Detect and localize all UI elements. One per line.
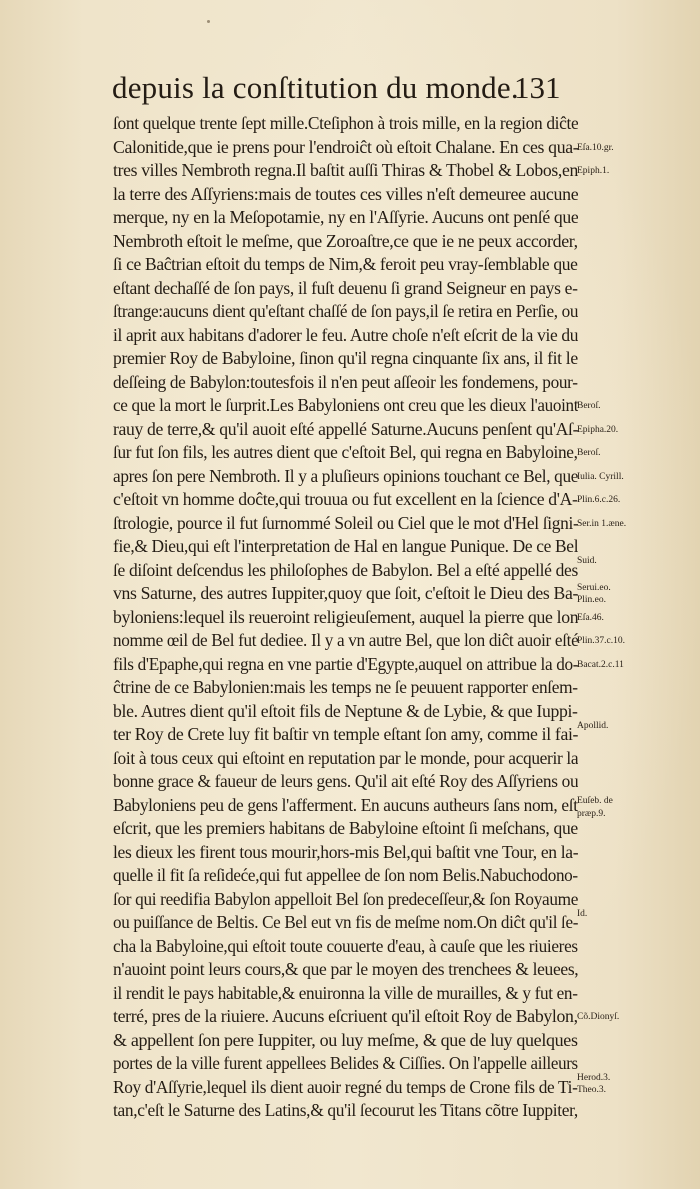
text-line: fils d'Epaphe,qui regna en vne partie d'Egypte,auquel on attribue la do- xyxy=(113,653,578,674)
text-line: merque, ny en la Meſopotamie, ny en l'Aſſyrie. Aucuns ont penſé que xyxy=(113,207,578,227)
margin-note: Theo.3. xyxy=(577,1084,607,1095)
text-line: apres ſon pere Nembroth. Il y a pluſieurs opinions touchant ce Bel, que xyxy=(113,465,578,486)
margin-note: Iulia. Cyrill. xyxy=(577,471,624,482)
margin-note: Epipha.20. xyxy=(577,424,619,435)
margin-note: Ser.in 1.æne. xyxy=(577,518,627,529)
text-line: Babyloniens peu de gens l'afferment. En aucuns autheurs ſans nom, eſt xyxy=(113,794,578,815)
text-line: il aprit aux habitans d'adorer le feu. Autre choſe n'eſt eſcrit de la vie du xyxy=(113,324,578,345)
margin-note: Plin.6.c.26. xyxy=(577,495,621,505)
text-line: portes de la ville furent appellees Belides & Ciſſies. On l'appelle ailleurs xyxy=(113,1053,578,1073)
text-line: terré, pres de la riuiere. Aucuns eſcriuent qu'il eſtoit Roy de Babylon, xyxy=(113,1006,578,1026)
margin-note: Euſeb. de xyxy=(577,795,613,806)
text-line: ſe diſoint deſcendus les philoſophes de Babylon. Bel a eſté appellé des xyxy=(113,559,578,580)
text-line: nomme œil de Bel fut dediee. Il y a vn autre Bel, que lon diĉt auoir eſté xyxy=(113,630,578,650)
text-line: bonne grace & faueur de leurs gens. Qu'il ait eſté Roy des Aſſyriens ou xyxy=(113,771,579,791)
text-line: vns Saturne, des autres Iuppiter,quoy que ſoit, c'eſtoit le Dieu des Ba- xyxy=(113,583,578,603)
text-line: ou puiſſance de Beltis. Ce Bel eut vn fis de meſme nom.On diĉt qu'il ſe- xyxy=(113,912,578,932)
text-line: il rendit le pays habitable,& enuironna la ville de murailles, & y fut en- xyxy=(113,982,578,1003)
text-line: byloniens:lequel ils reueroint religieuſement, auquel la pierre que lon xyxy=(113,606,578,627)
margin-note: Cõ.Dionyſ. xyxy=(577,1012,620,1022)
text-line: ĉtrine de ce Babylonien:mais les temps ne ſe peuuent rapporter enſem- xyxy=(113,677,578,697)
text-line: ſor qui reedifia Babylon appelloit Bel ſon predeceſſeur,& ſon Royaume xyxy=(113,888,578,909)
text-line: quelle il fit ſa reſideće,qui fut appellee de ſon nom Belis.Nabuchodono- xyxy=(113,865,578,885)
body-text-block xyxy=(113,112,578,1123)
paper-speck xyxy=(207,20,210,23)
margin-note: Beroſ. xyxy=(577,401,601,411)
text-line: tres villes Nembroth regna.Il baſtit auſſi Thiras & Thobel & Lobos,en xyxy=(113,160,578,180)
text-line: tan,c'eſt le Saturne des Latins,& qu'il ſecourut les Titans cõtre Iuppiter, xyxy=(113,1100,578,1120)
text-line: rauy de terre,& qu'il auoit eſté appellé Saturne.Aucuns penſent qu'Aſ- xyxy=(113,418,579,439)
text-line: ble. Autres dient qu'il eſtoit fils de Neptune & de Lybie, & que Iuppi- xyxy=(113,700,578,721)
margin-note: Plin.37.c.10. xyxy=(577,636,626,646)
text-line: & appellent ſon pere Iuppiter, ou luy meſme, & que de luy quelques xyxy=(113,1029,578,1050)
text-line: ſi ce Baĉtrian eſtoit du temps de Nim,& feroit peu vray-ſemblable que xyxy=(113,254,578,274)
margin-note: Apollid. xyxy=(577,720,609,731)
text-line: ſoit à tous ceux qui eſtoint en reputation par le monde, pour acquerir la xyxy=(113,747,578,768)
text-line: ce que la mort le ſurprit.Les Babyloniens ont creu que les dieux l'auoint xyxy=(113,395,578,415)
text-line: Nembroth eſtoit le meſme, que Zoroaſtre,ce que ie ne peux accorder, xyxy=(113,230,578,251)
page-number: 131 xyxy=(514,70,561,105)
text-line: ſur fut ſon fils, les autres dient que c'eſtoit Bel, qui regna en Babyloine, xyxy=(113,442,578,462)
text-line: Roy d'Aſſyrie,lequel ils dient auoir regné du temps de Crone fils de Ti- xyxy=(113,1076,578,1097)
text-line: fie,& Dieu,qui eſt l'interpretation de Hal en langue Punique. De ce Bel xyxy=(113,536,578,556)
text-line: deſſeing de Babylon:toutesfois il n'en peut aſſeoir les fondemens, pour- xyxy=(113,371,578,392)
text-line: eſcrit, que les premiers habitans de Babyloine eſtoint ſi meſchans, que xyxy=(113,818,578,838)
text-line: les dieux les firent tous mourir,hors-mis Bel,qui baſtit vne Tour, en la- xyxy=(113,841,579,862)
text-line: ſtrange:aucuns dient qu'eſtant chaſſé de ſon pays,il ſe retira en Perſie, ou xyxy=(113,301,579,321)
margin-note: Id. xyxy=(577,908,588,919)
margin-note: Eſa.46. xyxy=(577,612,604,623)
text-line: ſtrologie, pource il fut ſurnommé Soleil ou Ciel que le mot d'Hel ſigni- xyxy=(113,512,578,533)
text-line: Calonitide,que ie prens pour l'endroiĉt où eſtoit Chalane. En ces qua- xyxy=(113,136,578,157)
text-line: c'eſtoit vn homme doĉte,qui trouua ou fut excellent en la ſcience d'A- xyxy=(113,489,578,509)
text-line: la terre des Aſſyriens:mais de toutes ces villes n'eſt demeuree aucune xyxy=(113,183,579,204)
margin-note: Plin.eo. xyxy=(577,594,607,605)
margin-notes-column xyxy=(577,112,695,1095)
margin-note: præp.9. xyxy=(577,808,606,819)
text-line: premier Roy de Babyloine, ſinon qu'il regna cinquante ſix ans, il fit le xyxy=(113,348,578,368)
margin-note: Suid. xyxy=(577,556,597,567)
margin-note: Epiph.1. xyxy=(577,166,610,176)
text-line: cha la Babyloine,qui eſtoit toute couuerte d'eau, à cauſe que les riuieres xyxy=(113,935,578,956)
running-head xyxy=(112,68,572,112)
margin-note: Beroſ. xyxy=(577,448,601,458)
running-title: depuis la conſtitution du monde. xyxy=(112,70,519,105)
margin-note: Herod.3. xyxy=(577,1073,611,1084)
text-line: ſont quelque trente ſept mille.Cteſiphon à trois mille, en la region diĉte xyxy=(113,113,578,133)
text-line: n'auoint point leurs cours,& que par le moyen des trenchees & leuees, xyxy=(113,959,578,979)
margin-note: Serui.eo. xyxy=(577,583,611,594)
text-line: eſtant dechaſſé de ſon pays, il fuſt deuenu ſi grand Seigneur en pays e- xyxy=(113,277,578,298)
text-line: ter Roy de Crete luy fit baſtir vn temple eſtant ſon amy, comme il fai- xyxy=(113,724,578,744)
margin-note: Eſa.10.gr. xyxy=(577,142,614,153)
margin-note: Bacat.2.c.11 xyxy=(577,659,624,670)
